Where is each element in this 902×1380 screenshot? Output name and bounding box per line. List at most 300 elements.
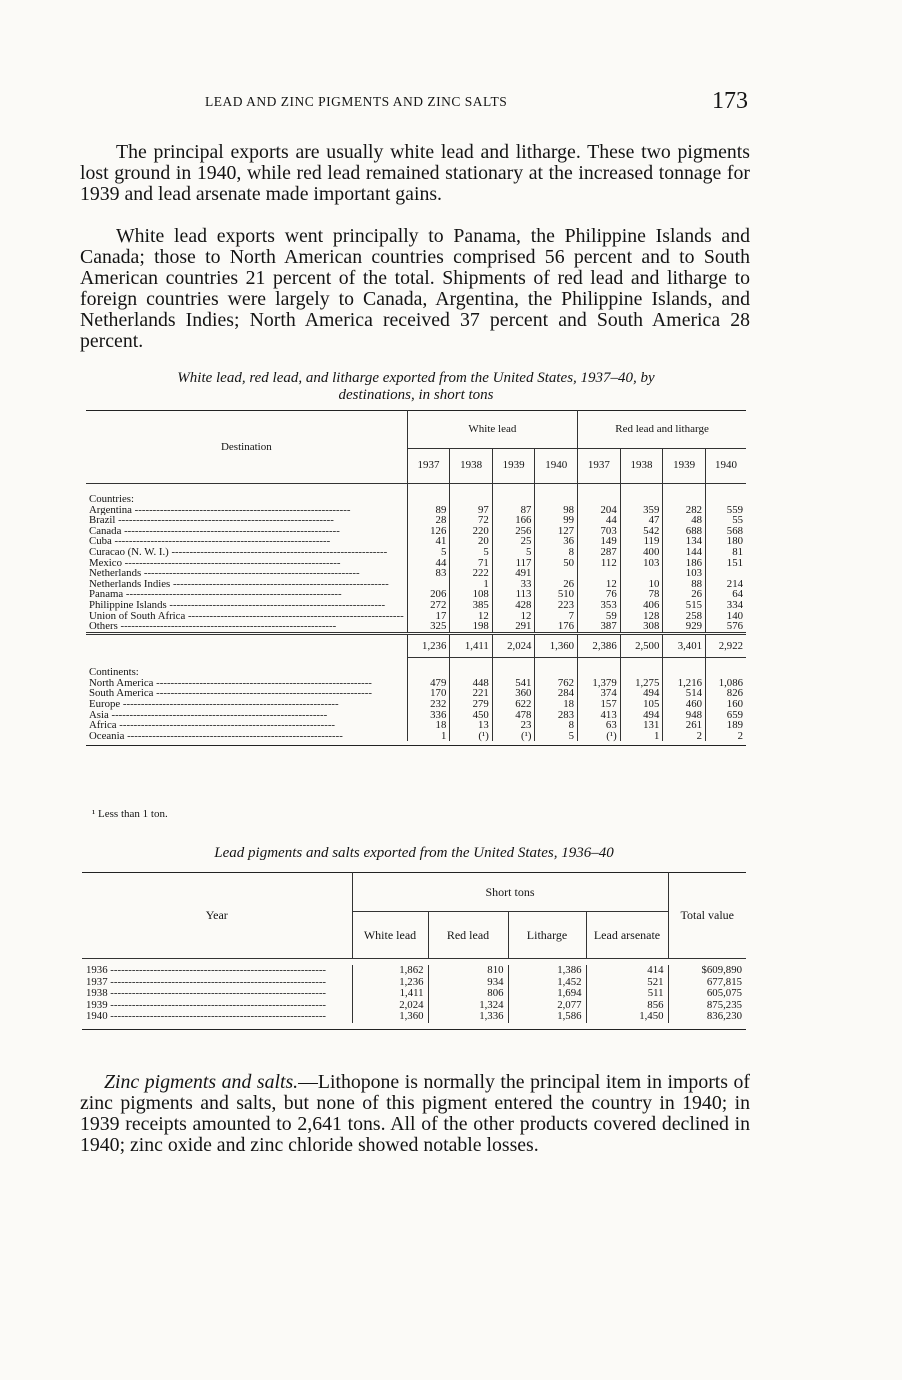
total-cell: 3,401 — [663, 633, 706, 657]
table-cell: 541 — [492, 678, 535, 689]
total-cell: 1,236 — [407, 633, 450, 657]
year-col-header: 1940 — [706, 448, 747, 484]
table-cell: 258 — [663, 611, 706, 622]
table-cell: 126 — [407, 526, 450, 537]
table-cell: 514 — [663, 688, 706, 699]
table-row — [86, 547, 746, 558]
table-cell: 2 — [663, 731, 706, 742]
table-cell: 413 — [578, 710, 621, 721]
lead-pigments-exports-table — [82, 872, 746, 1030]
year-label-label: 1938 — [86, 988, 108, 999]
destination-name — [86, 579, 407, 590]
destination-name — [86, 699, 407, 710]
zinc-pigments-text: —Lithopone is normally the principal item in imports of zinc pigments and salts, but none of this pigment entered the country in 1940; in 1939 receipts amounted to 2,641 tons. All of the other products covered declined in 1940; zinc oxide and zinc chloride showed notable losses. — [80, 1071, 751, 1156]
table-cell: 515 — [663, 600, 706, 611]
table-cell: 287 — [578, 547, 621, 558]
table-cell: 198 — [450, 621, 492, 633]
table-cell: 18 — [407, 720, 450, 731]
year-col-header: 1937 — [407, 448, 450, 484]
table-cell: 8 — [535, 720, 578, 731]
destination-name — [86, 710, 407, 721]
destination-name — [86, 505, 407, 516]
table-cell: 63 — [578, 720, 621, 731]
table-cell: 856 — [586, 1000, 668, 1012]
empty-cell — [535, 657, 578, 678]
section-label-row — [86, 657, 746, 678]
destination-name — [86, 611, 407, 622]
table-cell: 26 — [535, 579, 578, 590]
destination-name — [86, 568, 407, 579]
table-cell: 25 — [492, 536, 535, 547]
year-label — [82, 1000, 352, 1012]
dot-leader: ------------------------------------------------------------ — [116, 720, 336, 731]
table-cell: 98 — [535, 505, 578, 516]
year-col-header: 1939 — [663, 448, 706, 484]
year-label — [82, 977, 352, 989]
destination-name — [86, 589, 407, 600]
totals-row — [86, 633, 746, 657]
empty-cell — [492, 657, 535, 678]
table-cell: 428 — [492, 600, 535, 611]
table-cell: 5 — [407, 547, 450, 558]
dot-leader: ------------------------------------------------------------ — [121, 525, 340, 537]
table-row — [86, 720, 746, 731]
empty-cell — [663, 484, 706, 505]
table-cell: 1,086 — [706, 678, 747, 689]
destination-name — [86, 547, 407, 558]
empty-cell — [450, 657, 492, 678]
table-cell: 232 — [407, 699, 450, 710]
table-cell: 325 — [407, 621, 450, 633]
destination-name — [86, 720, 407, 731]
table-cell: 521 — [586, 977, 668, 989]
table-cell: 385 — [450, 600, 492, 611]
destination-name-label: Argentina — [89, 504, 132, 516]
destination-name-label: North America — [89, 677, 154, 689]
destination-name — [86, 688, 407, 699]
table-end-rule — [86, 741, 746, 746]
paragraph-destinations: White lead exports went principally to Panama, the Philippine Islands and Canada; those to North American countries comprised 56 percent and to South American countries 21 percent of the total. Shipments of red lead and litharge to foreign countries were largely to Canada, Argentina, the Philippine Islands, and Netherlands Indies; North America received 37 percent and South America 28 percent. — [80, 225, 750, 352]
table-cell: 166 — [492, 515, 535, 526]
destination-name-label: South America — [89, 688, 154, 699]
table-cell: 103 — [620, 558, 663, 569]
table-cell: 374 — [578, 688, 621, 699]
table-cell: 559 — [706, 505, 747, 516]
dot-leader: ------------------------------------------------------------ — [107, 999, 327, 1011]
table-row — [86, 505, 746, 516]
table-cell: 157 — [578, 699, 621, 710]
total-cell: 1,411 — [450, 633, 492, 657]
table-cell: 151 — [706, 558, 747, 569]
short-tons-header: Short tons — [352, 873, 668, 912]
table-cell: 140 — [706, 611, 747, 622]
table-cell: 97 — [450, 505, 492, 516]
empty-cell — [535, 484, 578, 505]
table-cell: 568 — [706, 526, 747, 537]
table-cell: 180 — [706, 536, 747, 547]
dot-leader: ------------------------------------------------------------ — [115, 515, 334, 526]
empty-cell — [578, 484, 621, 505]
table-cell: 479 — [407, 678, 450, 689]
table-cell: 83 — [407, 568, 450, 579]
table-cell: (¹) — [450, 731, 492, 742]
table-cell: 836,230 — [668, 1011, 746, 1023]
table-cell: 71 — [450, 558, 492, 569]
table-cell: 1 — [620, 731, 663, 742]
table-cell: 448 — [450, 678, 492, 689]
table-row — [86, 731, 746, 742]
table-cell: 8 — [535, 547, 578, 558]
year-header: Year — [82, 873, 352, 959]
empty-cell — [492, 484, 535, 505]
table-cell: 605,075 — [668, 988, 746, 1000]
table-cell: 12 — [578, 579, 621, 590]
table-cell: 406 — [620, 600, 663, 611]
empty-cell — [620, 484, 663, 505]
destination-name-label: Union of South Africa — [89, 610, 186, 622]
table-cell: (¹) — [492, 731, 535, 742]
table-cell: 1,411 — [352, 988, 428, 1000]
red-lead-litharge-header: Red lead and litharge — [578, 411, 746, 449]
destination-name — [86, 558, 407, 569]
dot-leader: ------------------------------------------------------------ — [121, 557, 341, 569]
total-cell: 2,500 — [620, 633, 663, 657]
table-cell: 353 — [578, 600, 621, 611]
dot-leader: ------------------------------------------------------------ — [168, 546, 388, 558]
table-cell: 806 — [428, 988, 508, 1000]
table-cell: 494 — [620, 710, 663, 721]
table-cell: 186 — [663, 558, 706, 569]
destination-name-label: Panama — [89, 589, 124, 600]
year-label — [82, 1011, 352, 1023]
table-cell: 18 — [535, 699, 578, 710]
table-cell: 76 — [578, 589, 621, 600]
zinc-pigments-heading: Zinc pigments and salts. — [104, 1071, 299, 1093]
short-tons-col-header: Lead arsenate — [586, 912, 668, 959]
table-cell: 26 — [663, 589, 706, 600]
table-cell: 284 — [535, 688, 578, 699]
table-cell: 542 — [620, 526, 663, 537]
empty-cell — [450, 484, 492, 505]
dot-leader: ------------------------------------------------------------ — [170, 578, 389, 590]
empty-cell — [663, 657, 706, 678]
table-cell: 10 — [620, 579, 663, 590]
table-cell: 23 — [492, 720, 535, 731]
destination-name-label: Mexico — [89, 557, 122, 569]
table-cell: 88 — [663, 579, 706, 590]
table-row — [82, 988, 746, 1000]
total-cell: 2,922 — [706, 633, 747, 657]
table-cell: 336 — [407, 710, 450, 721]
year-label-label: 1940 — [86, 1011, 108, 1022]
destination-name-label: Brazil — [89, 515, 116, 526]
table-row — [86, 699, 746, 710]
dot-leader: ------------------------------------------------------------ — [185, 610, 404, 622]
dot-leader: ------------------------------------------------------------ — [108, 709, 328, 721]
table-row — [82, 1011, 746, 1023]
table-row — [86, 568, 746, 579]
table-cell: 494 — [620, 688, 663, 699]
table-cell: 99 — [535, 515, 578, 526]
table-cell: 112 — [578, 558, 621, 569]
table-cell: 1,694 — [508, 988, 586, 1000]
dot-leader: ------------------------------------------------------------ — [120, 699, 339, 710]
table-cell: 128 — [620, 611, 663, 622]
table-cell: 334 — [706, 600, 747, 611]
table-cell: 5 — [450, 547, 492, 558]
table-cell: 131 — [620, 720, 663, 731]
table-cell: 360 — [492, 688, 535, 699]
table-cell: 450 — [450, 710, 492, 721]
table-cell: 308 — [620, 621, 663, 633]
table1-caption — [86, 370, 746, 404]
table-cell: 622 — [492, 699, 535, 710]
table-cell: 13 — [450, 720, 492, 731]
table-row — [86, 621, 746, 633]
table-cell: 387 — [578, 621, 621, 633]
table-cell: 189 — [706, 720, 747, 731]
table-cell: 1,324 — [428, 1000, 508, 1012]
table-cell: 7 — [535, 611, 578, 622]
year-col-header: 1938 — [450, 448, 492, 484]
table-cell: 929 — [663, 621, 706, 633]
destination-name-label: Netherlands Indies — [89, 578, 171, 590]
total-cell: 2,024 — [492, 633, 535, 657]
table-cell: 1 — [407, 731, 450, 742]
year-label — [82, 965, 352, 977]
destination-name-label: Africa — [89, 720, 117, 731]
table-cell: 160 — [706, 699, 747, 710]
table-cell: 659 — [706, 710, 747, 721]
table-cell: 1,360 — [352, 1011, 428, 1023]
table-cell: 400 — [620, 547, 663, 558]
table-cell: 256 — [492, 526, 535, 537]
table-cell: 44 — [578, 515, 621, 526]
table-cell: 48 — [663, 515, 706, 526]
table-cell: 460 — [663, 699, 706, 710]
short-tons-col-header: Red lead — [428, 912, 508, 959]
table-cell: 1 — [450, 579, 492, 590]
page-number: 173 — [712, 88, 748, 114]
table-cell: 20 — [450, 536, 492, 547]
table-cell: 1,450 — [586, 1011, 668, 1023]
table-row — [86, 558, 746, 569]
empty-cell — [620, 657, 663, 678]
destination-name — [86, 536, 407, 547]
table-cell: 1,386 — [508, 965, 586, 977]
table-cell: 875,235 — [668, 1000, 746, 1012]
table-cell: 89 — [407, 505, 450, 516]
destination-name — [86, 678, 407, 689]
white-lead-header: White lead — [407, 411, 577, 449]
year-label-label: 1936 — [86, 965, 108, 976]
table-cell: 1,862 — [352, 965, 428, 977]
table-cell: 149 — [578, 536, 621, 547]
table-cell: 272 — [407, 600, 450, 611]
section-label-row — [86, 484, 746, 505]
total-cell: 2,386 — [578, 633, 621, 657]
empty-cell — [407, 484, 450, 505]
table-cell: 78 — [620, 589, 663, 600]
table-cell: 134 — [663, 536, 706, 547]
destination-name-label: Others — [89, 621, 118, 633]
year-col-header: 1937 — [578, 448, 621, 484]
table-cell: 28 — [407, 515, 450, 526]
table-cell: 2,077 — [508, 1000, 586, 1012]
table-cell: 810 — [428, 965, 508, 977]
destination-name-label: Philippine Islands — [89, 599, 167, 611]
table-cell: 81 — [706, 547, 747, 558]
table-cell: 1,236 — [352, 977, 428, 989]
empty-cell — [578, 657, 621, 678]
table-cell: 2,024 — [352, 1000, 428, 1012]
year-col-header: 1940 — [535, 448, 578, 484]
table-cell: 222 — [450, 568, 492, 579]
table-cell: 491 — [492, 568, 535, 579]
exports-by-destination-table — [86, 410, 746, 746]
table-cell: 703 — [578, 526, 621, 537]
dot-leader: ------------------------------------------------------------ — [153, 677, 372, 689]
dot-leader: ------------------------------------------------------------ — [131, 504, 351, 516]
table-cell: 511 — [586, 988, 668, 1000]
table-cell: 33 — [492, 579, 535, 590]
footnote: ¹ Less than 1 ton. — [92, 808, 168, 820]
table-end-rule — [82, 1023, 746, 1030]
dot-leader: ------------------------------------------------------------ — [117, 621, 337, 633]
table-row — [86, 579, 746, 590]
destination-name-label: Europe — [89, 699, 121, 710]
year-label-label: 1939 — [86, 999, 108, 1011]
table-cell: 176 — [535, 621, 578, 633]
table-cell: 103 — [663, 568, 706, 579]
dot-leader: ------------------------------------------------------------ — [166, 599, 386, 611]
table-cell: 223 — [535, 600, 578, 611]
totals-label — [86, 633, 407, 657]
year-label-label: 1937 — [86, 976, 108, 988]
table-cell: 41 — [407, 536, 450, 547]
table-row — [82, 965, 746, 977]
table-cell: 677,815 — [668, 977, 746, 989]
section-label: Continents: — [89, 666, 139, 678]
destination-name — [86, 731, 407, 742]
table-cell: 414 — [586, 965, 668, 977]
table-cell: 204 — [578, 505, 621, 516]
dot-leader: ------------------------------------------------------------ — [107, 976, 327, 988]
table-cell: 762 — [535, 678, 578, 689]
destination-name — [86, 600, 407, 611]
table-cell: 1,452 — [508, 977, 586, 989]
dot-leader: ------------------------------------------------------------ — [124, 730, 343, 742]
table-cell: 1,586 — [508, 1011, 586, 1023]
table-cell: 948 — [663, 710, 706, 721]
table-cell: 1,336 — [428, 1011, 508, 1023]
destination-name — [86, 515, 407, 526]
table-cell: 113 — [492, 589, 535, 600]
running-title: LEAD AND ZINC PIGMENTS AND ZINC SALTS — [205, 94, 508, 109]
destination-name-label: Asia — [89, 709, 109, 721]
table-cell: 826 — [706, 688, 747, 699]
dot-leader: ------------------------------------------------------------ — [123, 589, 342, 600]
table-cell: 1,379 — [578, 678, 621, 689]
empty-cell — [706, 657, 747, 678]
table-cell: 64 — [706, 589, 747, 600]
table-cell: $609,890 — [668, 965, 746, 977]
year-label — [82, 988, 352, 1000]
table-cell: 282 — [663, 505, 706, 516]
dot-leader: ------------------------------------------------------------ — [107, 1011, 327, 1022]
table-cell: 87 — [492, 505, 535, 516]
dot-leader: ------------------------------------------------------------ — [111, 536, 331, 547]
table-cell: 2 — [706, 731, 747, 742]
table-cell: 47 — [620, 515, 663, 526]
table-cell: 261 — [663, 720, 706, 731]
table-end-line — [86, 741, 746, 746]
year-col-header: 1939 — [492, 448, 535, 484]
table-cell: 144 — [663, 547, 706, 558]
table1-caption-line2: destinations, in short tons — [338, 387, 494, 403]
destination-name-label: Cuba — [89, 536, 112, 547]
table2-caption: Lead pigments and salts exported from the United States, 1936–40 — [214, 845, 614, 861]
table-cell: 1,216 — [663, 678, 706, 689]
table-cell: 72 — [450, 515, 492, 526]
table-cell: 5 — [535, 731, 578, 742]
table-cell: 127 — [535, 526, 578, 537]
empty-cell — [706, 484, 747, 505]
table-cell: 221 — [450, 688, 492, 699]
year-col-header: 1938 — [620, 448, 663, 484]
table-cell: 220 — [450, 526, 492, 537]
table-row — [86, 600, 746, 611]
destination-name-label: Canada — [89, 525, 122, 537]
table-cell: 170 — [407, 688, 450, 699]
table-cell: 478 — [492, 710, 535, 721]
table-cell: 44 — [407, 558, 450, 569]
table-cell: 291 — [492, 621, 535, 633]
short-tons-col-header: White lead — [352, 912, 428, 959]
empty-cell — [407, 657, 450, 678]
destination-name-label: Netherlands — [89, 568, 142, 579]
table-cell: 12 — [450, 611, 492, 622]
table-cell: 50 — [535, 558, 578, 569]
table-cell: 5 — [492, 547, 535, 558]
destination-name — [86, 621, 407, 633]
destination-header: Destination — [86, 411, 407, 484]
destination-name — [86, 526, 407, 537]
dot-leader: ------------------------------------------------------------ — [107, 988, 327, 999]
dot-leader: ------------------------------------------------------------ — [107, 965, 327, 976]
dot-leader: ------------------------------------------------------------ — [141, 568, 360, 579]
table-cell: 934 — [428, 977, 508, 989]
table-cell: 119 — [620, 536, 663, 547]
table-cell: 1,275 — [620, 678, 663, 689]
table-cell: 17 — [407, 611, 450, 622]
table-cell: 36 — [535, 536, 578, 547]
table-cell: 279 — [450, 699, 492, 710]
table-cell: 206 — [407, 589, 450, 600]
destination-name-label: Oceania — [89, 730, 125, 742]
table-cell: 214 — [706, 579, 747, 590]
section-label: Countries: — [89, 493, 134, 505]
table-cell: 510 — [535, 589, 578, 600]
table-cell: 283 — [535, 710, 578, 721]
dot-leader: ------------------------------------------------------------ — [153, 688, 372, 699]
table-cell: (¹) — [578, 731, 621, 742]
table-cell: 108 — [450, 589, 492, 600]
table-cell: 688 — [663, 526, 706, 537]
total-cell: 1,360 — [535, 633, 578, 657]
table-cell: 55 — [706, 515, 747, 526]
table-cell: 576 — [706, 621, 747, 633]
